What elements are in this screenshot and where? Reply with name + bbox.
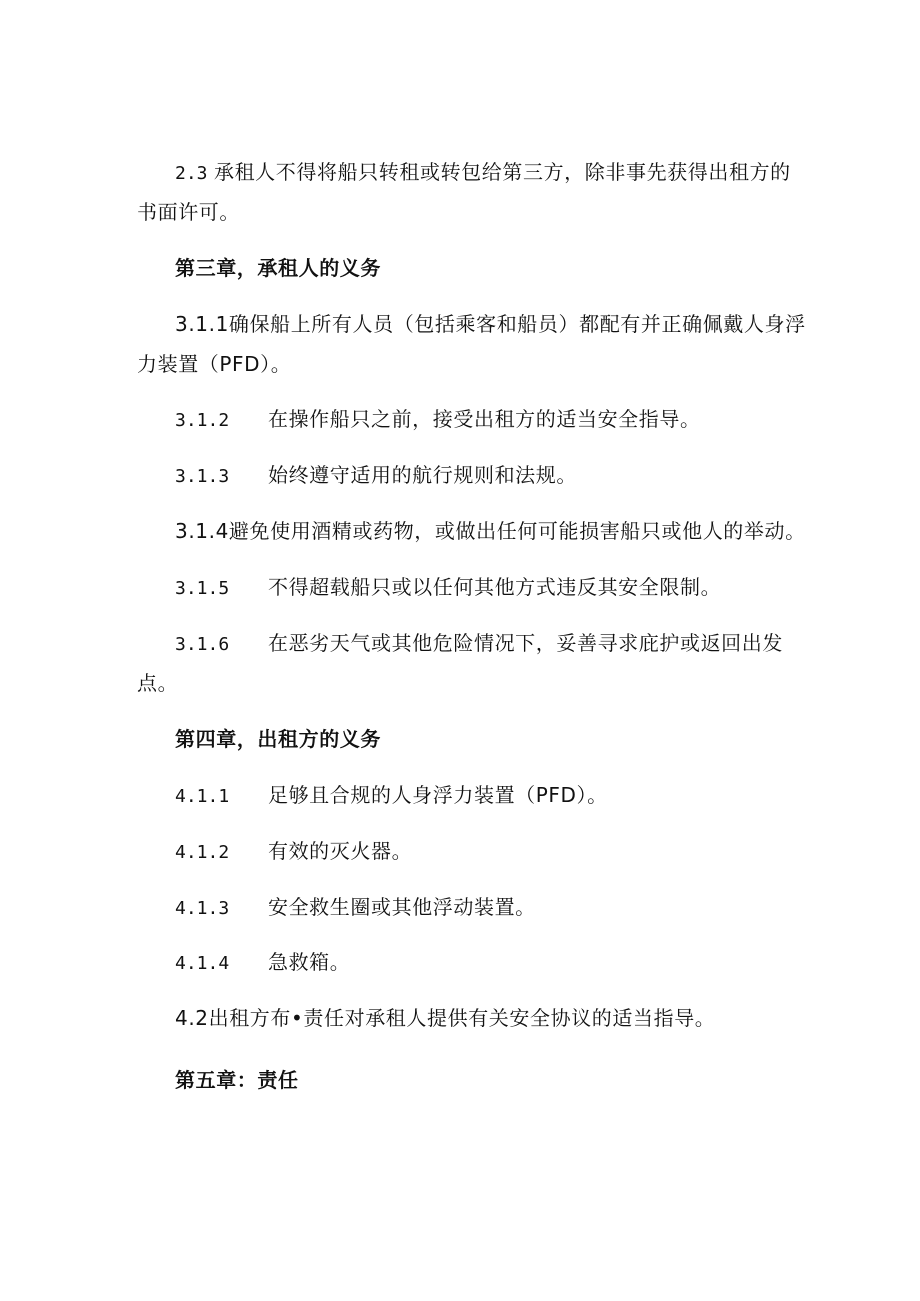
item-text: 不得超载船只或以任何其他方式违反其安全限制。 <box>267 575 722 599</box>
item-number: 4.1.1 <box>175 786 230 807</box>
item-3-1-1-line-2: 力装置（PFD）。 <box>137 352 292 376</box>
chapter-4-heading: 第四章，出租方的义务 <box>175 727 381 751</box>
item-text: 在恶劣天气或其他危险情况下，妥善寻求庇护或返回出发 <box>267 631 783 655</box>
item-number: 3.1.5 <box>175 578 230 599</box>
item-3-1-2 <box>175 405 835 435</box>
item-4-1-2 <box>175 837 835 867</box>
paragraph-text: 承租人不得将船只转租或转包给第三方，除非事先获得出租方的 <box>213 160 791 184</box>
item-text: 安全救生圈或其他浮动装置。 <box>267 895 536 919</box>
item-text: 在操作船只之前，接受出租方的适当安全指导。 <box>267 407 701 431</box>
item-3-1-1-line-1: 3.1.1确保船上所有人员（包括乘客和船员）都配有并正确佩戴人身浮 <box>175 312 806 336</box>
item-number: 3.1.3 <box>175 466 230 487</box>
paragraph-2-3-line-2: 书面许可。 <box>137 200 240 224</box>
item-number: 4.1.3 <box>175 898 230 919</box>
chapter-5-heading: 第五章：责任 <box>175 1068 299 1092</box>
item-4-2: 4.2出租方布•责任对承租人提供有关安全协议的适当指导。 <box>175 1006 716 1030</box>
item-3-1-6-line-1 <box>175 629 835 659</box>
paragraph-number: 2.3 <box>175 163 208 184</box>
item-text: 始终遵守适用的航行规则和法规。 <box>267 463 577 487</box>
item-text: 急救箱。 <box>267 950 351 974</box>
item-4-1-1 <box>175 781 835 811</box>
item-number: 3.1.2 <box>175 410 230 431</box>
item-3-1-6-line-2: 点。 <box>137 671 179 695</box>
item-3-1-3 <box>175 461 835 491</box>
item-text: 足够且合规的人身浮力装置（PFD）。 <box>267 783 608 807</box>
item-number: 4.1.2 <box>175 842 230 863</box>
paragraph-2-3-line-1 <box>175 158 835 188</box>
chapter-3-heading: 第三章，承租人的义务 <box>175 256 381 280</box>
item-text: 有效的灭火器。 <box>267 839 413 863</box>
item-3-1-5 <box>175 573 835 603</box>
item-number: 3.1.6 <box>175 634 230 655</box>
item-3-1-4: 3.1.4避免使用酒精或药物，或做出任何可能损害船只或他人的举动。 <box>175 519 806 543</box>
item-4-1-3 <box>175 893 835 923</box>
item-4-1-4 <box>175 948 835 978</box>
item-number: 4.1.4 <box>175 953 230 974</box>
